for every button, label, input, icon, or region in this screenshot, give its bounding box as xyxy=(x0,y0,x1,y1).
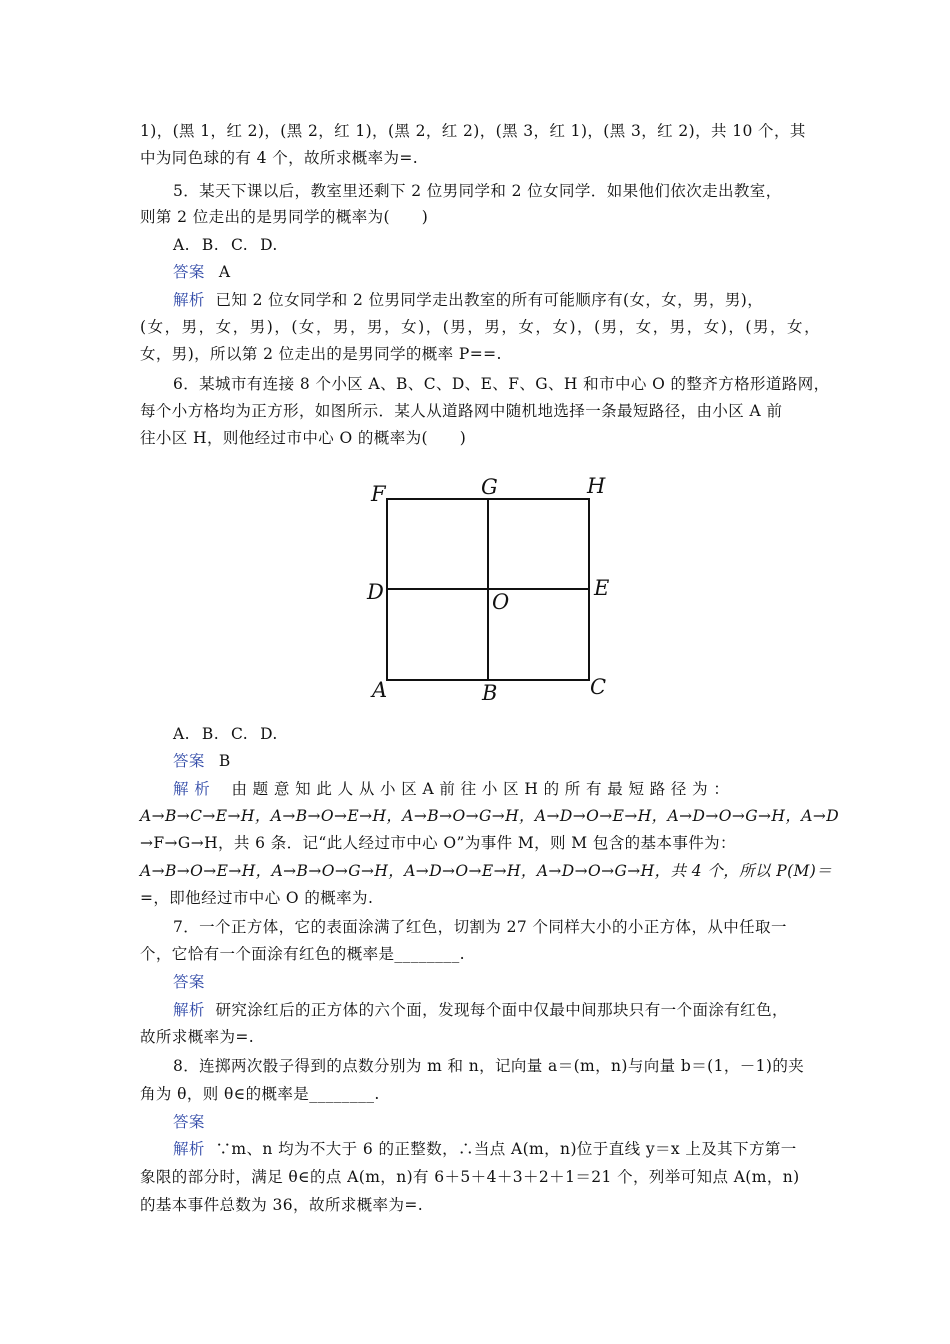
analysis-text: 象限的部分时，满足 θ∈的点 A(m，n)有 6＋5＋4＋3＋2＋1＝21 个，列举可知点 A(m，n) xyxy=(140,1168,800,1186)
text-line: 1)，(黑 1，红 2)，(黑 2，红 1)，(黑 2，红 2)，(黑 3，红 1)，(黑 3，红 2)，共 10 个，其 xyxy=(140,122,806,140)
analysis-text: 研究涂红后的正方体的六个面，发现每个面中仅最中间那块只有一个面涂有红色， xyxy=(215,1001,788,1019)
analysis-text: 已知 2 位女同学和 2 位男同学走出教室的所有可能顺序有(女，女，男，男)， xyxy=(215,291,764,309)
analysis-text: 女，男)，所以第 2 位走出的是男同学的概率 P==. xyxy=(140,345,502,363)
question-6-stem: 6．某城市有连接 8 个小区 A、B、C、D、E、F、G、H 和市中心 O 的整齐方格形道路网， xyxy=(173,375,830,393)
answer-label: 答案 xyxy=(173,1113,205,1131)
choice-a: A. xyxy=(173,236,190,254)
question-7-answer xyxy=(173,969,820,995)
analysis-text: =，即他经过市中心 O 的概率为. xyxy=(140,889,374,907)
question-5-analysis xyxy=(173,287,820,313)
label-a: A xyxy=(372,678,388,702)
question-8-answer xyxy=(173,1109,820,1135)
analysis-label: 解析 xyxy=(173,1140,205,1158)
answer-label: 答案 xyxy=(173,752,205,770)
analysis-text: 故所求概率为=. xyxy=(140,1028,255,1046)
question-5-answer xyxy=(173,259,820,285)
analysis-text: ∵m、n 均为不大于 6 的正整数，∴当点 A(m，n)位于直线 y＝x 上及其下方第一 xyxy=(215,1140,797,1158)
label-b: B xyxy=(482,681,498,705)
question-6-choices xyxy=(173,721,820,747)
question-5-stem: 则第 2 位走出的是男同学的概率为( ) xyxy=(140,208,429,226)
question-8-analysis xyxy=(173,1136,820,1162)
choice-c: C. xyxy=(231,236,249,254)
question-8-stem: 角为 θ，则 θ∈的概率是________. xyxy=(140,1085,380,1103)
choice-b: B. xyxy=(201,725,220,743)
question-8-stem: 8．连掷两次骰子得到的点数分别为 m 和 n，记向量 a＝(m，n)与向量 b＝(1，－1)的夹 xyxy=(173,1057,805,1075)
grid-road-diagram xyxy=(366,463,634,718)
choice-d: D. xyxy=(260,236,278,254)
answer-label: 答案 xyxy=(173,263,205,281)
question-7-analysis xyxy=(173,997,820,1023)
question-7-stem: 7．一个正方体，它的表面涂满了红色，切割为 27 个同样大小的小正方体，从中任取一 xyxy=(173,918,787,936)
label-h: H xyxy=(587,474,606,498)
label-g: G xyxy=(481,475,498,499)
question-6-analysis xyxy=(173,776,820,802)
analysis-text: (女，男，女，男)，(女，男，男，女)，(男，男，女，女)，(男，女，男，女)，(男，女， xyxy=(140,318,820,336)
choice-a: A. xyxy=(173,725,190,743)
text-line: 中为同色球的有 4 个，故所求概率为=. xyxy=(140,149,419,167)
analysis-label: 解 析 xyxy=(173,780,211,798)
analysis-text: A→B→O→E→H，A→B→O→G→H，A→D→O→E→H，A→D→O→G→H，共 4 个，所以 P(M)＝ xyxy=(140,862,833,880)
analysis-text: →F→G→H，共 6 条．记“此人经过市中心 O”为事件 M，则 M 包含的基本事件为： xyxy=(140,834,736,852)
label-e: E xyxy=(594,576,610,600)
answer-label: 答案 xyxy=(173,973,205,991)
label-o: O xyxy=(492,590,510,614)
analysis-label: 解析 xyxy=(173,1001,205,1019)
choice-d: D. xyxy=(260,725,278,743)
label-c: C xyxy=(590,675,607,699)
analysis-label: 解析 xyxy=(173,291,205,309)
label-d: D xyxy=(367,580,384,604)
label-f: F xyxy=(371,482,386,506)
question-6-stem: 每个小方格均为正方形，如图所示．某人从道路网中随机地选择一条最短路径，由小区 A 前 xyxy=(140,402,783,420)
analysis-text: 的基本事件总数为 36，故所求概率为=. xyxy=(140,1196,424,1214)
answer-value: A xyxy=(218,263,231,281)
question-5-choices xyxy=(173,232,820,258)
question-6-stem: 往小区 H，则他经过市中心 O 的概率为( ) xyxy=(140,429,467,447)
question-5-stem: 5．某天下课以后，教室里还剩下 2 位男同学和 2 位女同学．如果他们依次走出教室， xyxy=(173,182,782,200)
analysis-text: A→B→C→E→H，A→B→O→E→H，A→B→O→G→H，A→D→O→E→H，A→D→O→G→H，A→D xyxy=(140,807,840,825)
analysis-text: 由 题 意 知 此 人 从 小 区 A 前 往 小 区 H 的 所 有 最 短 路 径 为 ： xyxy=(231,780,730,798)
choice-b: B. xyxy=(201,236,220,254)
choice-c: C. xyxy=(231,725,249,743)
answer-value: B xyxy=(218,752,231,770)
question-6-answer xyxy=(173,748,820,774)
question-7-stem: 个，它恰有一个面涂有红色的概率是________. xyxy=(140,945,465,963)
